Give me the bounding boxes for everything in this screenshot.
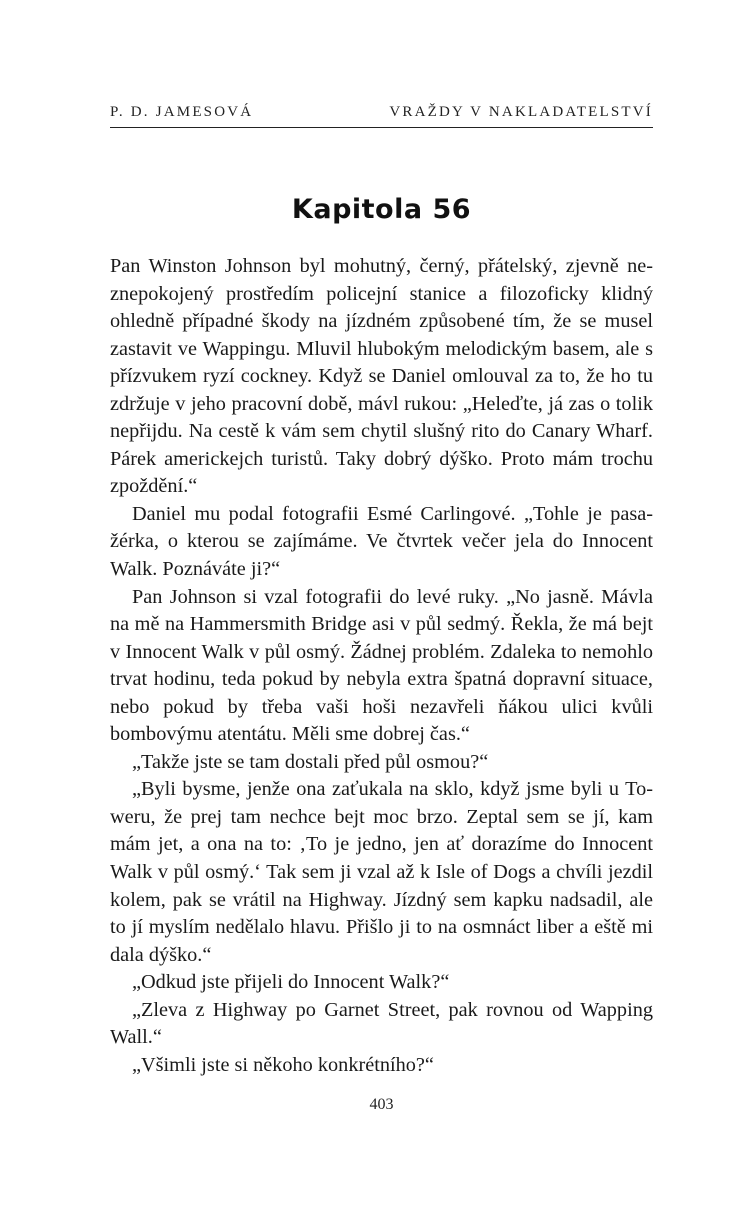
page-number: 403 xyxy=(369,1096,394,1113)
paragraph-8: „Všimli jste si někoho konkrétního?“ xyxy=(132,1053,434,1076)
paragraph-2: Daniel mu podal fotografii Esmé Carlingové. „Tohle je pasažérka, o kterou se zajímáme. Ve čtvrtek večer jela do Innocent Walk. Poznáváte ji?“ xyxy=(110,502,653,581)
paragraph-1: Pan Winston Johnson byl mohutný, černý, přátelský, zjevně neznepokojený prostředím policejní stanice a filozoficky klidný ohledně případné škody na jízdném způsobené tím, že se musel zastavit ve Wappingu. Mluvil hlubokým melodickým basem, ale s přízvukem ryzí cockney. Když se Daniel omlouval za to, že ho tu zdržuje v jeho pracovní době, mávl rukou: „Heleďte, já zas o tolik nepřijdu. Na cestě k vám sem chytil slušný rito do Canary Wharf. Párek americkejch turistů. Taky dobrý dýško. Proto mám trochu zpoždění.“ xyxy=(110,255,653,498)
chapter-title: Kapitola 56 xyxy=(291,194,472,225)
paragraph-4: „Takže jste se tam dostali před půl osmou?“ xyxy=(132,750,489,773)
paragraph-7: „Zleva z Highway po Garnet Street, pak rovnou od Wapping Wall.“ xyxy=(110,998,653,1049)
header-rule xyxy=(110,127,653,128)
paragraph-5: „Byli bysme, jenže ona zaťukala na sklo, když jsme byli u Toweru, že prej tam nechce bejt moc brzo. Zeptal sem se jí, kam mám jet, a ona na to: ‚To je jedno, jen ať dorazíme do Innocent Walk v půl osmý.‘ Tak sem ji vzal až k Isle of Dogs a chvíli jezdil kolem, pak se vrátil na Highway. Jízdný sem kapku nadsadil, ale to jí myslím nedělalo hlavu. Přišlo ji to na osmnáct liber a eště mi dala dýško.“ xyxy=(110,778,653,966)
running-head-author: P. D. JAMESOVÁ xyxy=(110,104,254,120)
running-head xyxy=(110,104,653,128)
paragraph-3: Pan Johnson si vzal fotografii do levé ruky. „No jasně. Mávla na mě na Hammersmith Bridge asi v půl sedmý. Řekla, že má bejt v Innocent Walk v půl osmý. Žádnej problém. Zdaleka to nemohlo trvat hodinu, teda pokud by nebyla extra špatná dopravní situace, nebo pokud by třeba vaši hoši nezavřeli ňákou ulici kvůli bombovýmu atentátu. Měli sme dobrej čas.“ xyxy=(110,585,653,746)
paragraph-6: „Odkud jste přijeli do Innocent Walk?“ xyxy=(132,971,450,994)
running-head-book-title: VRAŽDY V NAKLADATELSTVÍ xyxy=(389,104,653,120)
body-text xyxy=(110,253,653,1079)
